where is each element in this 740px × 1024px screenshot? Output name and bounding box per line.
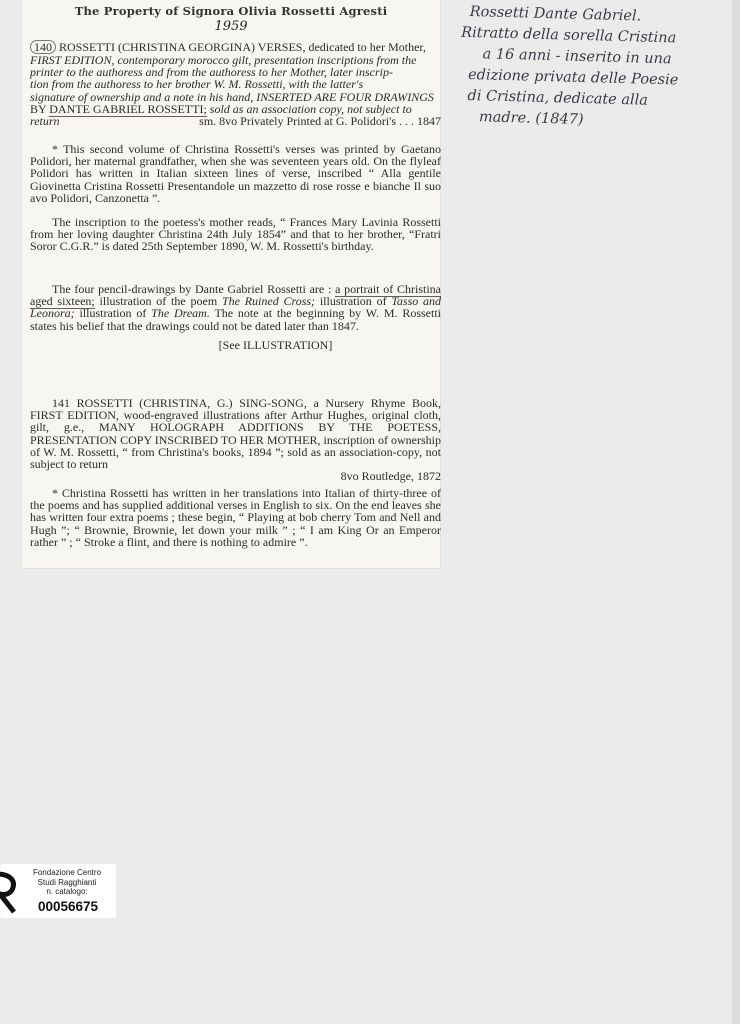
lot-140-imprint: sm. 8vo Privately Printed at G. Polidori's . . . 1847 <box>199 114 441 129</box>
lot-140-artist-name: DANTE GABRIEL ROSSETTI; <box>49 101 207 116</box>
lot-140-line-4: tion from the authoress to her brother W. M. Rossetti, with the latter's <box>30 77 364 92</box>
handwritten-line-3: a 16 anni - inserito in una <box>482 46 672 68</box>
note-paragraph-3 <box>30 283 441 351</box>
lot-141-imprint: 8vo Routledge, 1872 <box>340 469 441 484</box>
lot-141-entry <box>30 397 441 482</box>
handwritten-line-4: edizione privata delle Poesie <box>467 66 679 89</box>
stamp-line-1: Fondazione Centro <box>32 868 102 877</box>
lot-140-number: 140 <box>30 40 56 54</box>
drawings-intro: The four pencil-drawings by Dante Gabriel Rossetti are : <box>52 282 332 296</box>
stamp-line-2: Studi Ragghianti <box>37 877 97 887</box>
lot-140-entry <box>30 40 441 127</box>
portrait-underlined: a portrait of Christina aged sixteen; <box>30 282 442 309</box>
drawing-title-tasso: Tasso and Leonora; <box>30 294 442 321</box>
card-edge <box>732 0 740 1024</box>
handwritten-line-5: di Cristina, dedicate alla <box>467 87 649 109</box>
handwritten-year: 1959 <box>214 19 248 34</box>
drawings-text-i: The note at the beginning by W. M. Rossetti states his belief that the drawings could not be dated later than 1847. <box>30 306 441 333</box>
foundation-logo-icon <box>0 868 20 914</box>
catalogue-clipping <box>22 0 440 568</box>
lot-141-text: 141 ROSSETTI (CHRISTINA, G.) SING-SONG, a Nursery Rhyme Book, FIRST EDITION, wood-engraved illustrations after Arthur Hughes, original cloth, gilt, g.e., MANY HOLOGRAPH ADDITIONS BY THE POETESS, PRESENTATION COPY INSCRIBED TO HER MOTHER, inscription of ownership of W. M. Rossetti, “ from Christina's books, 1894 ”; sold as an association-copy, not subject to return <box>30 396 441 472</box>
catalogue-stamp <box>0 864 116 918</box>
handwritten-line-2: Ritratto della sorella Cristina <box>460 24 677 47</box>
see-illustration: [See ILLUSTRATION] <box>218 337 333 352</box>
drawings-text-g: illustration of <box>79 306 147 321</box>
handwritten-annotation <box>460 2 740 135</box>
drawings-text-e: illustration of <box>319 294 387 309</box>
drawing-title-dream: The Dream. <box>151 306 210 321</box>
stamp-line-3: n. catalogo: <box>46 887 88 896</box>
drawings-text-c: illustration of the poem <box>99 294 218 309</box>
handwritten-line-6: madre. (1847) <box>478 109 584 129</box>
lot-140-line-2: FIRST EDITION, contemporary morocco gilt, presentation inscriptions from the <box>30 53 417 67</box>
lot-140-line-5: signature of ownership and a note in his hand, INSERTED ARE FOUR DRAWINGS <box>30 89 434 104</box>
lot-140-line-6a: BY <box>30 101 47 116</box>
lot-140-line-1: ROSSETTI (CHRISTINA GEORGINA) VERSES, dedicated to her Mother, <box>59 40 426 54</box>
note-paragraph-1-text: * This second volume of Christina Rossetti's verses was printed by Gaetano Polidori, her maternal grandfather, when she was seventeen years old. On the flyleaf Polidori has written in Italian sixteen lines of verse, inscribed “ Alla gentile Giovinetta Cristina Rossetti Presentandole un mazzetto di rose rosse e bianche Il suo avo Polidori, Canzonetta ”. <box>30 142 441 205</box>
lot-140-line-7a: return <box>30 114 60 129</box>
note-paragraph-4-text: * Christina Rossetti has written in her translations into Italian of thirty-three of the poems and has supplied additional verses in English to six. On the end leaves she has written four extra poems ; these begin, “ Playing at bob cherry Tom and Nell and Hugh ”; “ Brownie, Brownie, let down your milk ” ; “ I am King Or an Emperor rather ” ; “ Stroke a flint, and there is nothing to admire ”. <box>30 486 441 549</box>
lot-140-line-6c: sold as an association copy, not subject to <box>209 101 412 116</box>
note-paragraph-2 <box>30 216 441 253</box>
note-paragraph-1 <box>30 143 441 204</box>
clipping-header: The Property of Signora Olivia Rossetti Agresti <box>74 4 388 18</box>
handwritten-line-1: Rossetti Dante Gabriel. <box>469 3 642 25</box>
lot-140-line-3: printer to the authoress and from the authoress to her Mother, later inscrip- <box>30 65 393 80</box>
note-paragraph-4 <box>30 487 441 548</box>
note-paragraph-2-text: The inscription to the poetess's mother reads, “ Frances Mary Lavinia Rossetti from her loving daughter Christina 24th July 1854” and that to her brother, “Fratri Soror C.G.R.” is dated 25th September 1890, W. M. Rossetti's birthday. <box>30 215 441 254</box>
catalogue-number: 00056675 <box>37 899 99 914</box>
drawing-title-ruined-cross: The Ruined Cross; <box>221 294 316 309</box>
